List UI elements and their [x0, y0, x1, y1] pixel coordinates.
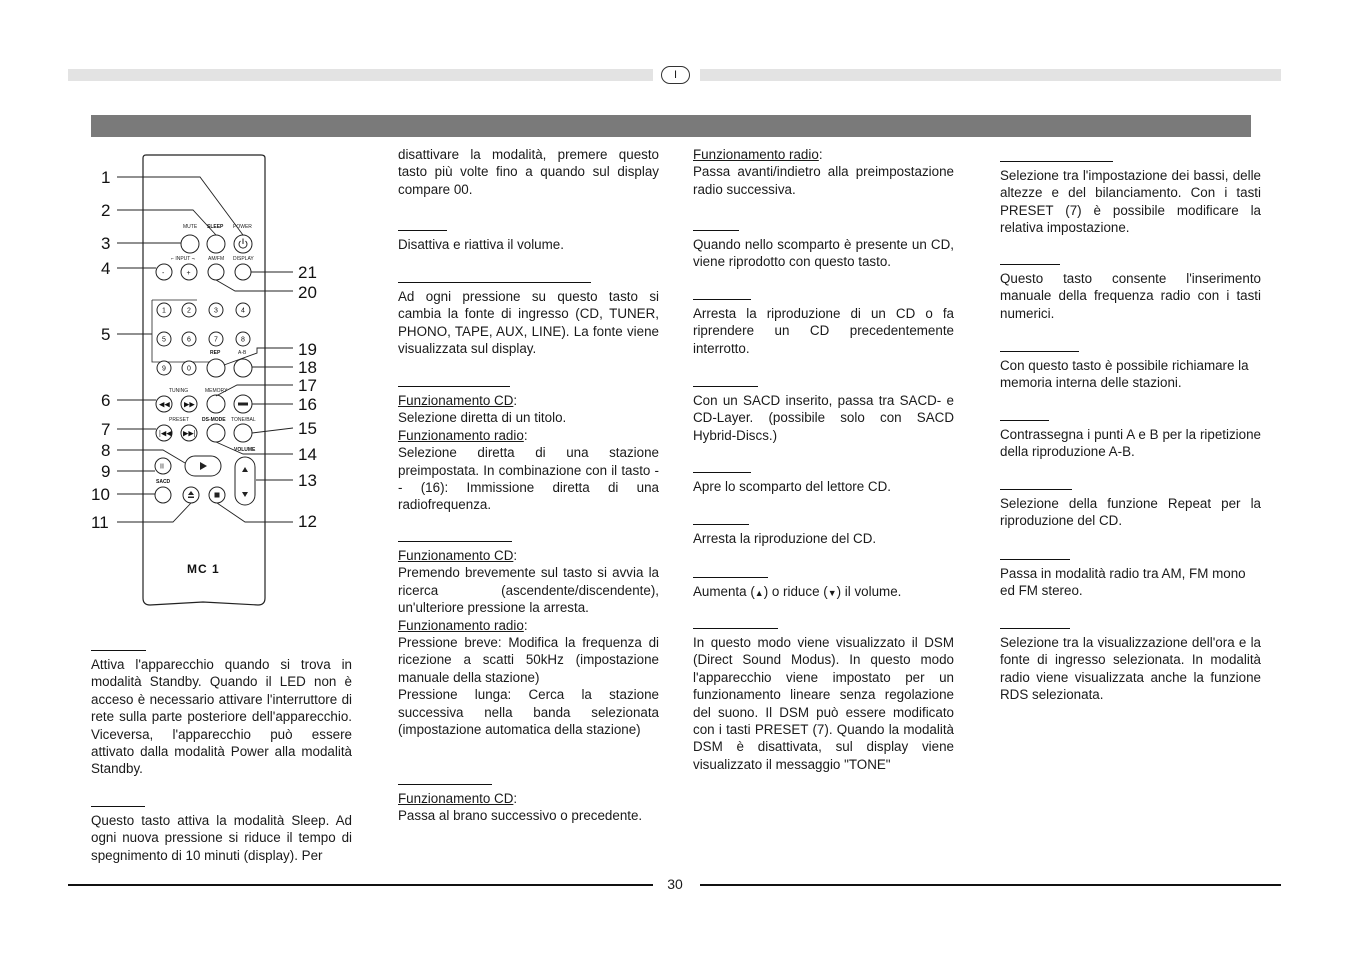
callout-6: 6 [101, 391, 111, 410]
callout-14: 14 [298, 445, 317, 464]
dash-text: Questo tasto consente l'inserimento manuale della frequenza radio con i tasti numerici. [1000, 271, 1261, 321]
amfm-button[interactable] [208, 264, 224, 280]
rewind-icon: ◀◀ [159, 401, 170, 409]
sacd-label: SACD [156, 479, 171, 485]
section-rule [1000, 351, 1079, 352]
stop-icon [215, 493, 220, 498]
section-rule [1000, 161, 1113, 162]
section-rule [693, 230, 739, 231]
sleep-continued-text: disattivare la modalità, premere questo tasto più volte fino a quando sul display compare 00. [398, 147, 659, 197]
language-badge: I [661, 66, 690, 84]
key-2-label: 2 [187, 307, 191, 315]
rep-label: REP [210, 350, 221, 356]
cd-mode-heading: Funzionamento CD [398, 393, 514, 408]
sacd-section [693, 386, 954, 444]
section-rule [398, 541, 512, 542]
key-3-label: 3 [214, 307, 218, 315]
tonebal-text: Selezione tra l'impostazione dei bassi, delle altezze e del bilanciamento. Con i tasti PRESET (7) è possibile modificare la relativa impostazione. [1000, 168, 1261, 236]
footer-line-right [700, 884, 1281, 886]
tuning-label: TUNING [169, 388, 189, 394]
callout-13: 13 [298, 471, 317, 490]
section-rule [398, 230, 447, 231]
volume-text-a: Aumenta ( [693, 584, 755, 599]
tuning-short-text: Pressione breve: Modifica la frequenza di ricezione a scatti 50kHz (impostazione manuale della stazione) [398, 635, 659, 685]
ab-button[interactable] [234, 359, 252, 377]
section-rule [1000, 420, 1049, 421]
preset-label: PRESET [169, 417, 190, 423]
cd-mode-heading: Funzionamento CD [398, 548, 514, 563]
section-rule [398, 784, 492, 785]
header-bar-right [700, 69, 1281, 81]
play-section [693, 230, 954, 271]
section-rule [1000, 628, 1070, 629]
callout-15: 15 [298, 419, 317, 438]
callout-20: 20 [298, 283, 317, 302]
tonebal-button[interactable] [234, 424, 252, 442]
keypad-radio-text: Selezione diretta di una stazione preimpostata. In combinazione con il tasto -- (16): Immissione diretta di una radiofrequenza. [398, 445, 659, 513]
section-rule [398, 386, 510, 387]
sleep-text: Questo tasto attiva la modalità Sleep. Ad ogni nuova pressione si riduce il tempo di spegnimento di 10 minuti (display). Per [91, 813, 352, 863]
memory-label: MEMORY [205, 388, 228, 394]
display-label: DISPLAY [233, 256, 254, 262]
section-rule [398, 282, 591, 283]
section-rule [693, 577, 768, 578]
dash-section [1000, 264, 1261, 322]
ab-text: Contrassegna i punti A e B per la ripetizione della riproduzione A-B. [1000, 427, 1261, 460]
radio-mode-heading: Funzionamento radio [398, 617, 524, 633]
volume-rocker[interactable] [235, 457, 255, 505]
callout-9: 9 [101, 462, 111, 481]
rep-button[interactable] [207, 359, 225, 377]
section-rule [1000, 489, 1072, 490]
power-text: Attiva l'apparecchio quando si trova in modalità Standby. Quando il LED non è acceso è necessario attivare l'interruttore di rete sulla parte posteriore dell'apparecchio. Viceversa, l'apparecchio può essere attivato dalla modalità Power alla modalità Standby. [91, 657, 352, 777]
callout-21: 21 [298, 263, 317, 282]
header-bar-left [68, 69, 653, 81]
mute-button[interactable] [181, 235, 199, 253]
key-6-label: 6 [187, 336, 191, 344]
skip-forward-icon: ▶▶| [183, 430, 196, 438]
amfm-text: Passa in modalità radio tra AM, FM mono ed FM stereo. [1000, 566, 1246, 599]
section-header-band [91, 115, 1251, 137]
input-label: ⌐ INPUT ¬ [171, 256, 195, 262]
callout-5: 5 [101, 325, 111, 344]
section-rule [91, 806, 145, 807]
volume-label: VOLUME [234, 447, 256, 453]
triangle-up-icon: ▲ [754, 588, 764, 598]
section-rule [1000, 264, 1060, 265]
power-section [91, 650, 352, 778]
key-0-label: 0 [187, 365, 191, 373]
amfm-section [1000, 559, 1261, 600]
sleep-section [91, 806, 352, 864]
fast-forward-icon: ▶▶ [184, 401, 195, 409]
callout-8: 8 [101, 441, 111, 460]
cd-mode-heading: Funzionamento CD [398, 791, 514, 806]
minus-glyph: - [162, 270, 165, 277]
mute-text: Disattiva e riattiva il volume. [398, 237, 564, 252]
rep-section [1000, 489, 1261, 530]
section-rule [693, 472, 751, 473]
section-rule [91, 650, 146, 651]
key-1-label: 1 [162, 307, 166, 315]
preset-radio-section: Funzionamento radio: Passa avanti/indietro alla preimpostazione radio successiva. [693, 147, 954, 197]
stop-text: Arresta la riproduzione del CD. [693, 531, 877, 546]
section-rule [693, 524, 749, 525]
sacd-text: Con un SACD inserito, passa tra SACD- e CD-Layer. (possibile solo con SACD Hybrid-Discs.) [693, 393, 954, 443]
section-rule [693, 628, 778, 629]
section-rule [1000, 559, 1070, 560]
callout-19: 19 [298, 340, 317, 359]
eject-section [693, 472, 954, 495]
eject-text: Apre lo scomparto del lettore CD. [693, 479, 891, 494]
dsmode-label: DS-MODE [202, 417, 226, 423]
keypad-cd-text: Selezione diretta di un titolo. [398, 410, 567, 426]
key-7-label: 7 [214, 336, 218, 344]
amfm-label: AM/FM [208, 256, 225, 262]
dsmode-button[interactable] [207, 424, 225, 442]
tonebal-section [1000, 161, 1261, 237]
play-text: Quando nello scomparto è presente un CD, viene riprodotto con questo tasto. [693, 237, 954, 270]
rep-text: Selezione della funzione Repeat per la riproduzione del CD. [1000, 496, 1261, 529]
preset-cd-text: Passa al brano successivo o precedente. [398, 808, 643, 824]
section-rule [693, 386, 758, 387]
volume-text-c: ) il volume. [836, 584, 902, 599]
sleep-continued [398, 146, 659, 198]
display-button[interactable] [235, 264, 251, 280]
callout-18: 18 [298, 358, 317, 377]
remote-control-illustration [85, 150, 335, 610]
sacd-button[interactable] [155, 487, 171, 503]
dsmode-section [693, 628, 954, 773]
power-label: POWER [233, 224, 252, 230]
callout-10: 10 [91, 485, 110, 504]
ab-label: A-B [238, 350, 247, 356]
triangle-down-icon: ▼ [827, 588, 837, 598]
key-5-label: 5 [162, 336, 166, 344]
callout-11: 11 [91, 513, 109, 532]
volume-text [693, 583, 954, 602]
plus-glyph: + [186, 270, 191, 277]
volume-text-b: ) o riduce ( [763, 584, 828, 599]
tonebal-label: TONE/BAL [231, 417, 256, 423]
section-rule [693, 299, 751, 300]
pause-icon: II [160, 463, 164, 471]
tuning-long-text: Pressione lunga: Cerca la stazione successiva nella banda selezionata (impostazione automatica della stazione) [398, 687, 659, 738]
pause-text: Arresta la riproduzione di un CD o fa riprendere un CD precedentemente interrotto. [693, 306, 954, 356]
input-section [398, 282, 659, 358]
skip-back-icon: |◀◀ [159, 430, 172, 438]
keypad-section: Funzionamento CD: Selezione diretta di un titolo. Funzionamento radio: Selezione diretta di una stazione preimpostata. In combinazione con il tasto -- (16): Immissione diretta di una radiofrequenza. [398, 386, 659, 514]
model-label: MC 1 [187, 562, 220, 576]
volume-section [693, 577, 954, 602]
memory-section [1000, 351, 1261, 392]
mute-section [398, 230, 659, 253]
sleep-button[interactable] [207, 235, 225, 253]
preset-radio-text: Passa avanti/indietro alla preimpostazione radio successiva. [693, 164, 954, 197]
tuning-section: Funzionamento CD: Premendo brevemente sul tasto si avvia la ricerca (ascendente/discendente), un'ulteriore pressione la arresta. Funzionamento radio: Pressione breve: Modifica la frequenza di ricezione a scatti 50kHz (impostazione manuale della stazione) Pressione lunga: Cerca la stazione successiva nella banda selezionata (impostazione automatica della stazione) [398, 541, 659, 738]
key-9-label: 9 [162, 365, 166, 373]
display-text: Selezione tra la visualizzazione dell'ora e la fonte di ingresso selezionata. In modalità radio viene visualizzata anche la funzione RDS selezionata. [1000, 635, 1261, 703]
callout-4: 4 [101, 259, 111, 278]
page-number: 30 [667, 876, 683, 892]
callout-3: 3 [101, 234, 111, 253]
radio-mode-heading: Funzionamento radio [398, 427, 524, 443]
sleep-label: SLEEP [207, 224, 224, 230]
pause-section [693, 299, 954, 357]
dsmode-text: In questo modo viene visualizzato il DSM (Direct Sound Modus). In questo modo l'apparecchio viene impostato per un funzionamento lineare senza regolazione del suono. Il DSM può essere modificato con i tasti PRESET (7). Quando la modalità DSM è disattivata, sul display viene visualizzato il messaggio "TONE" [693, 635, 954, 772]
input-text: Ad ogni pressione su questo tasto si cambia la fonte di ingresso (CD, TUNER, PHONO, TAPE, AUX, LINE). La fonte viene visualizzata sul display. [398, 289, 659, 357]
callout-16: 16 [298, 395, 317, 414]
radio-mode-heading: Funzionamento radio [693, 147, 819, 162]
footer-line-left [68, 884, 653, 886]
tuning-cd-text: Premendo brevemente sul tasto si avvia la ricerca (ascendente/discendente), un'ulteriore pressione la arresta. [398, 565, 659, 616]
callout-12: 12 [298, 512, 317, 531]
key-8-label: 8 [241, 336, 245, 344]
callout-2: 2 [101, 201, 111, 220]
memory-button[interactable] [207, 395, 225, 413]
dash-icon [238, 403, 248, 406]
mute-label: MUTE [183, 224, 198, 230]
callout-17: 17 [298, 376, 317, 395]
key-4-label: 4 [241, 307, 245, 315]
callout-7: 7 [101, 420, 111, 439]
ab-section [1000, 420, 1261, 461]
preset-section: Funzionamento CD: Passa al brano successivo o precedente. [398, 784, 659, 825]
display-section [1000, 628, 1261, 704]
memory-text: Con questo tasto è possibile richiamare la memoria interna delle stazioni. [1000, 358, 1249, 391]
callout-1: 1 [101, 168, 111, 187]
stop-section [693, 524, 954, 547]
